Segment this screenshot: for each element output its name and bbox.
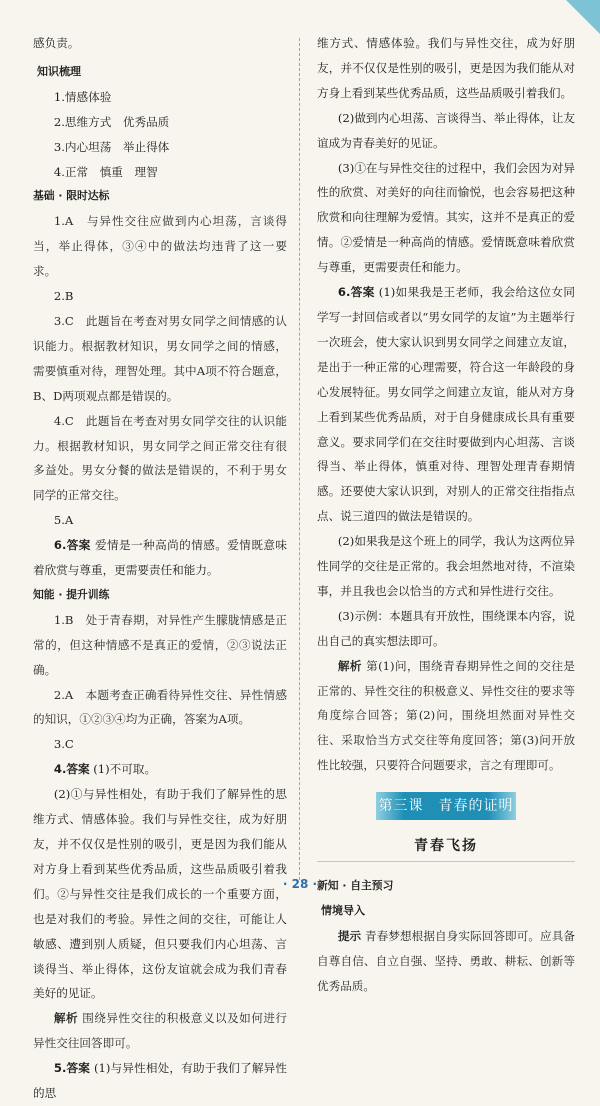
analysis-label: 解析 bbox=[337, 658, 362, 673]
answer-6-analysis bbox=[317, 654, 575, 779]
analysis-text: 第(1)问，围绕青春期异性之间的交往是正常的、异性交往的积极意义、异性交往的要求等角度综合回答；第(2)问，围绕坦然面对异性交往、采取恰当方式交往等角度回答；第(3)问开放性比较强，只要符合问题要求，言之有理即可。 bbox=[317, 658, 575, 773]
answer-6 bbox=[317, 280, 575, 529]
tip-paragraph bbox=[317, 924, 575, 999]
lesson-title-banner: 第三课 青春的证明 bbox=[376, 792, 516, 820]
topic-underline bbox=[317, 861, 575, 862]
answer-text: 爱情是一种高尚的情感。爱情既意味着欣赏与尊重，更需要责任和能力。 bbox=[33, 538, 287, 578]
basic-answer-4: 4.C 此题旨在考查对男女同学交往的认识能力。根据教材知识，男女同学之间正常交往有很多益处。男女分餐的做法是错误的，不利于男女同学的正常交往。 bbox=[33, 413, 287, 503]
upgrade-answer-4-part-2: (2)①与异性相处，有助于我们了解异性的思维方式、情感体验。我们与异性交往，成为好朋友，并不仅仅是性别的吸引，更是因为我们能从对方身上看到某些优秀品质，这些品质吸引着我们。②与异性交往是我们成长的一个重要方面，也是对我们的考验。异性之间的交往，可能让人敏感、遭到别人质疑，但只要我们内心坦荡、言谈得当、举止得体，这份友谊就会成为我们青春美好的见证。 bbox=[33, 787, 287, 1001]
upgrade-answer-3: 3.C bbox=[53, 737, 74, 752]
answer-label: 6.答案 bbox=[337, 285, 375, 300]
column-divider bbox=[299, 38, 300, 880]
tip-label: 提示 bbox=[337, 928, 362, 943]
knowledge-item-3: 3.内心坦荡 举止得体 bbox=[53, 139, 170, 154]
answer-text: (1)与异性相处，有助于我们了解异性的思 bbox=[33, 1061, 287, 1101]
basic-answer-3: 3.C 此题旨在考查对男女同学之间情感的认识能力。根据教材知识，男女同学之间的情感，需要慎重对待，理智处理。其中A项不符合题意，B、D两项观点都是错误的。 bbox=[33, 313, 287, 403]
continued-text: 感负责。 bbox=[33, 36, 80, 50]
answer-label: 6.答案 bbox=[53, 538, 91, 553]
knowledge-item-4: 4.正常 慎重 理智 bbox=[53, 164, 158, 179]
upgrade-answer-2: 2.A 本题考查正确看待异性交往、异性情感的知识，①②③④均为正确，答案为A项。 bbox=[33, 687, 287, 727]
basic-answer-1: 1.A 与异性交往应做到内心坦荡，言谈得当，举止得体，③④中的做法均违背了这一要求。 bbox=[33, 214, 287, 279]
upgrade-section-heading: 知能 · 提升训练 bbox=[33, 587, 110, 601]
basic-answer-2: 2.B bbox=[53, 289, 74, 304]
answer-5-part-2: (2)做到内心坦荡、言谈得当、举止得体，让友谊成为青春美好的见证。 bbox=[317, 110, 575, 150]
upgrade-answer-4-analysis bbox=[33, 1006, 287, 1056]
basic-section-heading: 基础 · 限时达标 bbox=[33, 189, 110, 203]
knowledge-item-2: 2.思维方式 优秀品质 bbox=[53, 114, 170, 129]
analysis-text: 围绕异性交往的积极意义以及如何进行异性交往回答即可。 bbox=[33, 1011, 287, 1051]
new-knowledge-heading: 新知 · 自主预习 bbox=[317, 879, 394, 893]
upgrade-answer-5 bbox=[33, 1056, 287, 1106]
scenario-intro-heading: 情境导入 bbox=[321, 904, 365, 917]
answer-text: (1)不可取。 bbox=[93, 762, 157, 777]
topic-title: 青春飞扬 bbox=[414, 838, 478, 855]
answer-6-part-3: (3)示例：本题具有开放性，围绕课本内容，说出自己的真实想法即可。 bbox=[317, 608, 575, 648]
basic-answer-5: 5.A bbox=[53, 513, 74, 528]
upgrade-answer-1: 1.B 处于青春期，对异性产生朦胧情感是正常的，但这种情感不是真正的爱情，②③说法正确。 bbox=[33, 612, 287, 677]
page-number: · 28 · bbox=[282, 877, 318, 891]
answer-label: 5.答案 bbox=[53, 1061, 91, 1076]
answer-6-part-2: (2)如果我是这个班上的同学，我认为这两位异性同学的交往是正常的。我会坦然地对待，不渲染事，并且我也会以恰当的方式和异性进行交往。 bbox=[317, 534, 575, 598]
upgrade-answer-4 bbox=[33, 757, 287, 782]
left-column bbox=[33, 31, 287, 1106]
answer-5-part-3: (3)①在与异性交往的过程中，我们会因为对异性的欣赏、对美好的向往而愉悦，也会容易把这种欣赏和向往理解为爱情。其实，这并不是真正的爱情。②爱情是一种高尚的情感。爱情既意味着欣赏与尊重，更需要责任和能力。 bbox=[317, 160, 575, 275]
knowledge-item-1: 1.情感体验 bbox=[53, 89, 112, 104]
tip-text: 青春梦想根据自身实际回答即可。应具备自尊自信、自立自强、坚持、勇敢、耕耘、创新等优秀品质。 bbox=[317, 928, 575, 993]
right-column bbox=[317, 31, 575, 999]
answer-text: (1)如果我是王老师，我会给这位女同学写一封回信或者以“男女同学的友谊”为主题举行一次班会，使大家认识到男女同学之间建立友谊，是出于一种正常的心理需要，符合这一年龄段的身心发展特征。男女同学之间建立友谊，能从对方身上看到某些优秀品质，对于自身健康成长具有重要意义。要求同学们在交往时要做到内心坦荡、言谈得当、举止得体，慎重对待、理智处理青春期情感。还要使大家认识到，对别人的正常交往指指点点、说三道四的做法是错误的。 bbox=[317, 285, 575, 524]
answer-label: 4.答案 bbox=[53, 762, 90, 777]
analysis-label: 解析 bbox=[53, 1011, 79, 1026]
knowledge-summary-heading: 知识梳理 bbox=[37, 64, 81, 78]
basic-answer-6 bbox=[33, 533, 287, 583]
corner-triangle bbox=[566, 0, 600, 34]
continued-text: 维方式、情感体验。我们与异性交往，成为好朋友，并不仅仅是性别的吸引，更是因为我们能从对方身上看到某些优秀品质，这些品质吸引着我们。 bbox=[317, 36, 575, 100]
